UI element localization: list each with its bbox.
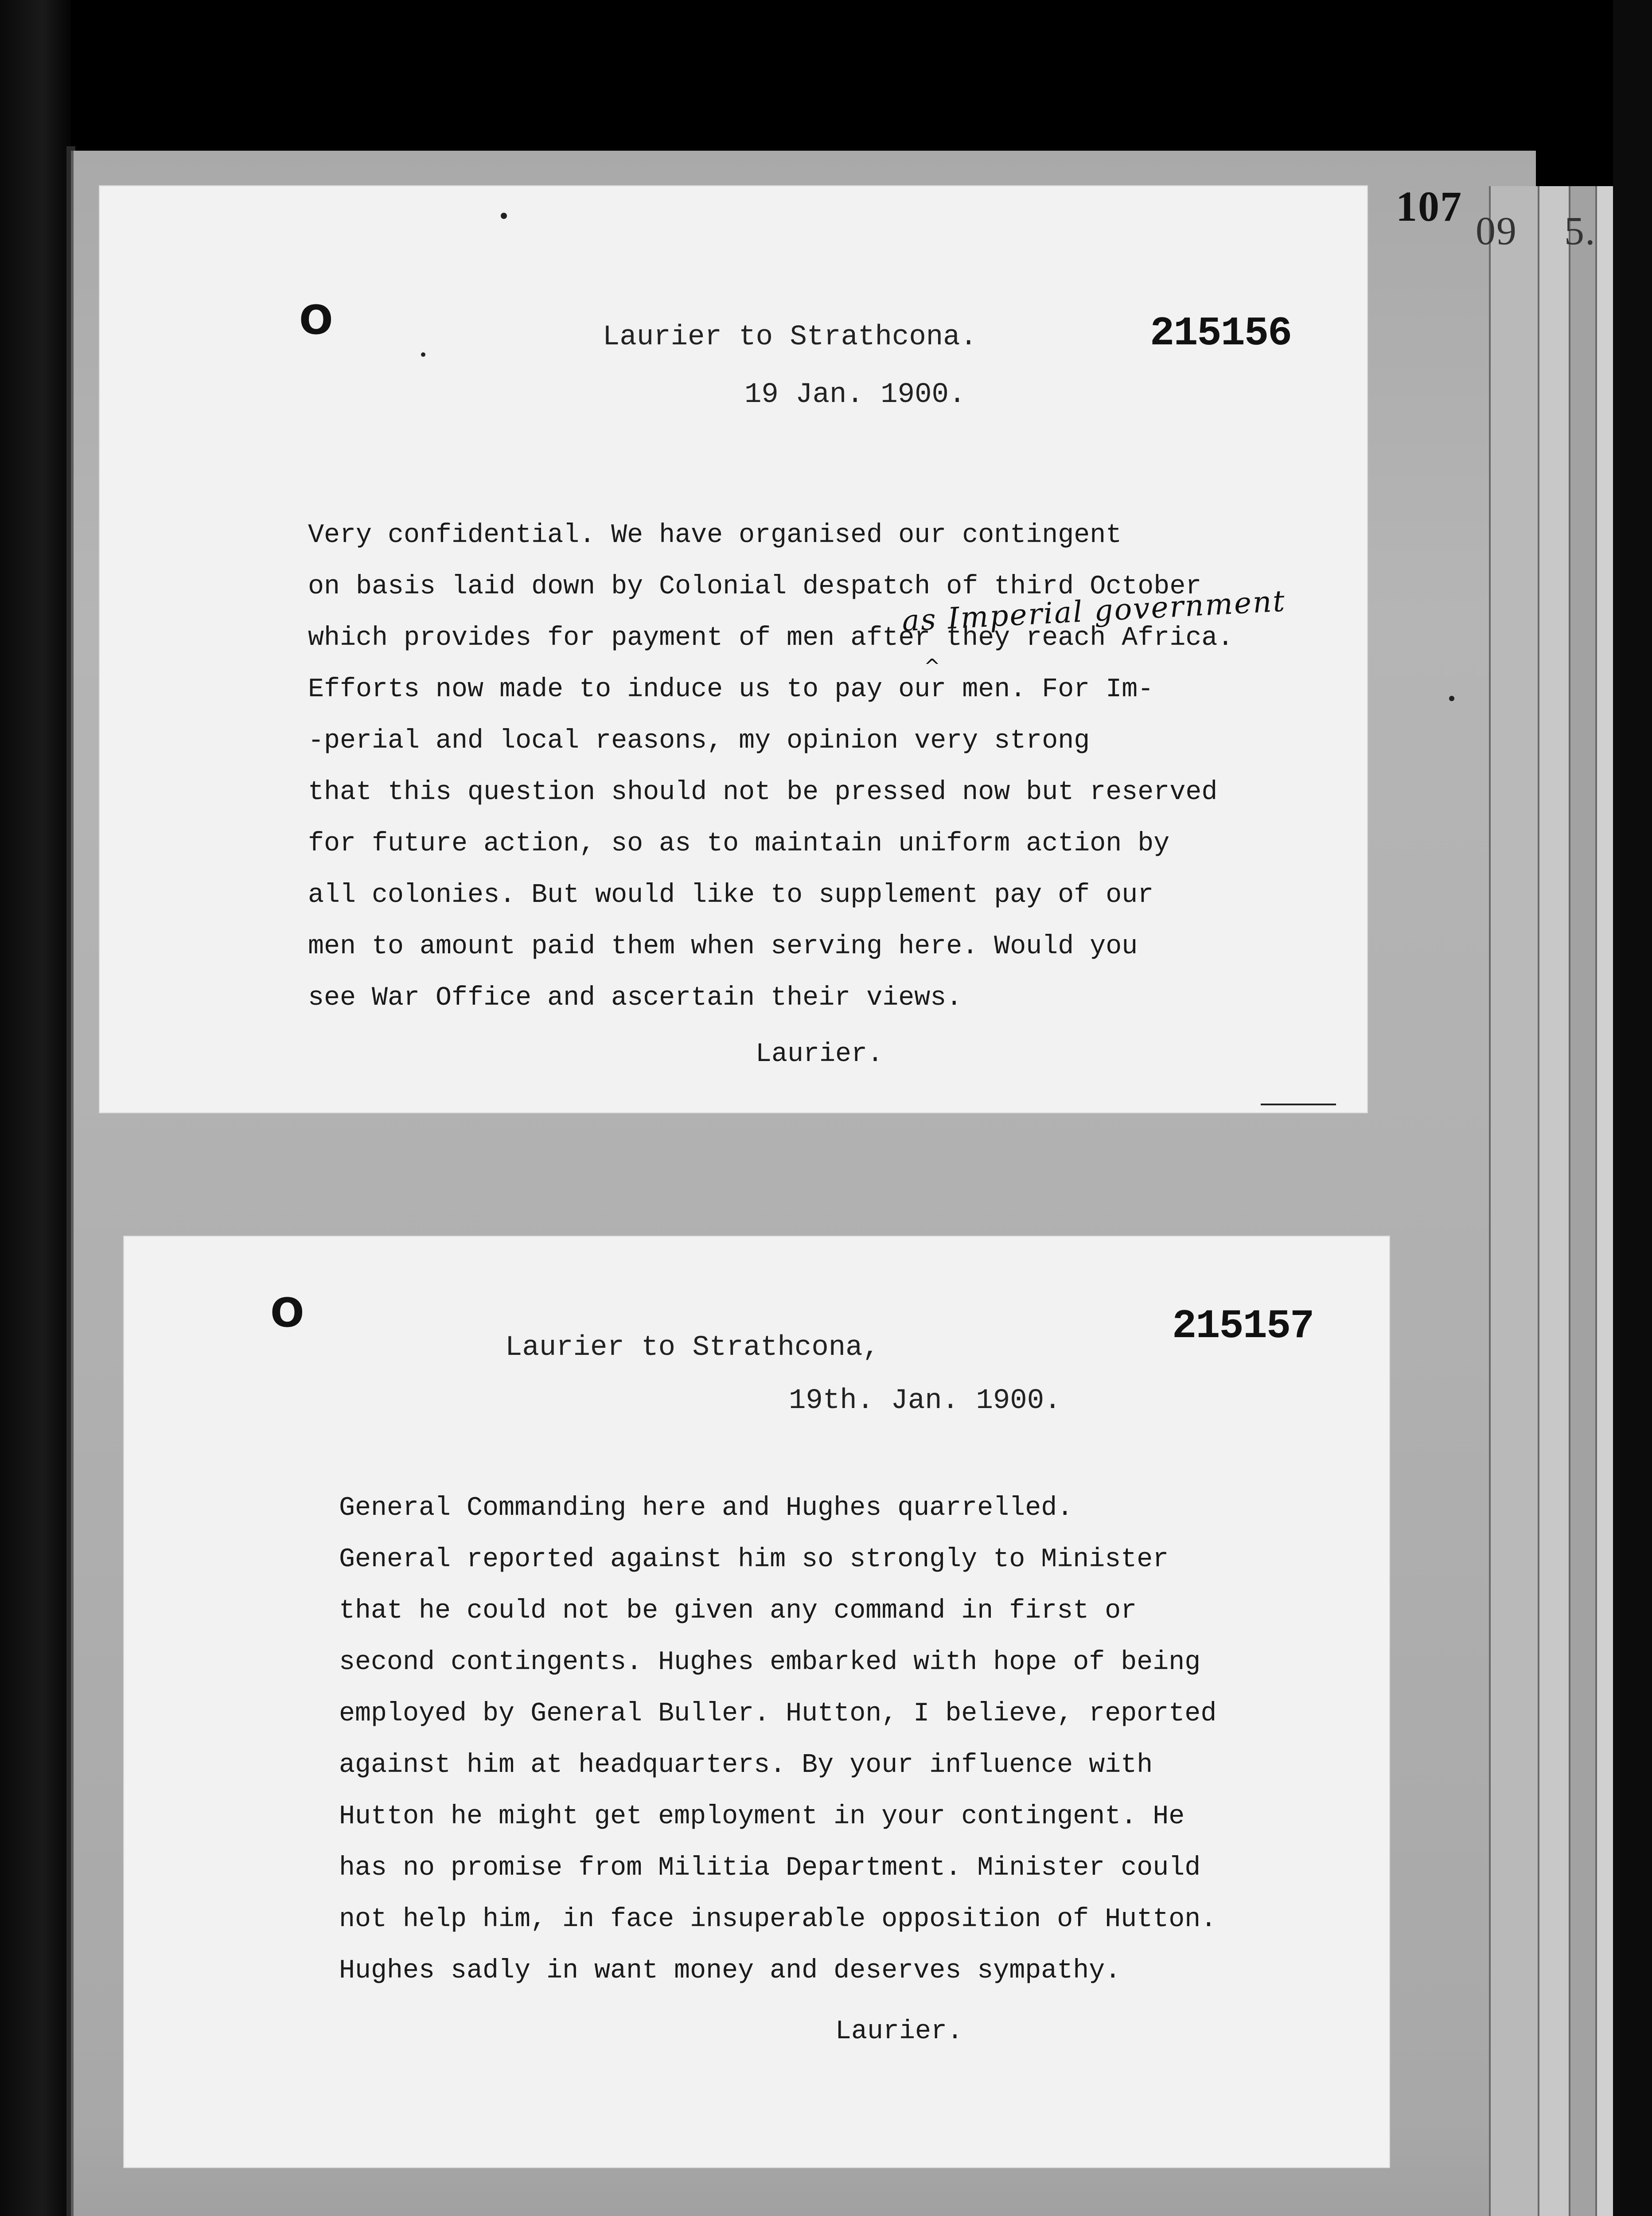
insertion-caret-icon: ^	[924, 655, 940, 678]
body-line: see War Office and ascertain their views.	[308, 983, 962, 1013]
telegram-slip-2	[124, 1237, 1389, 2167]
handwritten-insertion: as Imperial government	[901, 584, 1287, 638]
folio-number-tertiary: 5.	[1564, 209, 1596, 253]
page-edge	[1489, 186, 1539, 2216]
film-edge-right	[1613, 0, 1652, 2216]
body-line: General Commanding here and Hughes quarrelled.	[339, 1493, 1073, 1523]
body-line: against him at headquarters. By your influence with	[339, 1750, 1153, 1780]
folio-number: 107	[1396, 183, 1462, 230]
page-edge	[1595, 186, 1615, 2216]
telegram-slip-1	[100, 186, 1367, 1112]
folio-number-secondary: 09	[1476, 209, 1517, 253]
film-edge	[0, 0, 71, 2216]
body-line: Hutton he might get employment in your contingent. He	[339, 1802, 1185, 1832]
body-line: -perial and local reasons, my opinion very strong	[308, 726, 1090, 756]
body-line: that this question should not be pressed now but reserved	[308, 777, 1218, 808]
telegram-date: 19 Jan. 1900.	[744, 379, 966, 411]
body-line: which provides for payment of men after they reach Africa.	[308, 623, 1234, 653]
dust-speck	[501, 213, 507, 219]
telegram-heading: Laurier to Strathcona.	[603, 321, 977, 353]
document-number: 215157	[1172, 1303, 1314, 1350]
page-edge	[1538, 186, 1570, 2216]
signature: Laurier.	[756, 1039, 884, 1069]
body-line: all colonies. But would like to supplement pay of our	[308, 880, 1154, 910]
dust-speck	[421, 352, 425, 357]
document-number: 215156	[1150, 310, 1292, 357]
body-line: employed by General Buller. Hutton, I believe, reported	[339, 1699, 1217, 1729]
pen-stroke	[1261, 1104, 1336, 1105]
body-line: not help him, in face insuperable opposition of Hutton.	[339, 1904, 1217, 1935]
body-line: Hughes sadly in want money and deserves sympathy.	[339, 1956, 1121, 1986]
body-line: on basis laid down by Colonial despatch of third October	[308, 572, 1202, 602]
dust-speck	[1449, 696, 1454, 701]
signature: Laurier.	[835, 2017, 963, 2047]
telegram-date: 19th. Jan. 1900.	[789, 1385, 1061, 1417]
body-line: that he could not be given any command in first or	[339, 1596, 1137, 1626]
telegram-heading: Laurier to Strathcona,	[505, 1332, 880, 1364]
body-line: for future action, so as to maintain uniform action by	[308, 829, 1170, 859]
body-line: men to amount paid them when serving here. Would you	[308, 932, 1138, 962]
circle-mark: O	[270, 1290, 304, 1336]
body-line: Very confidential. We have organised our contingent	[308, 520, 1122, 550]
body-line: General reported against him so strongly to Minister	[339, 1545, 1169, 1575]
body-line: second contingents. Hughes embarked with hope of being	[339, 1647, 1201, 1678]
circle-mark: O	[299, 297, 333, 343]
telegram-body	[308, 510, 1233, 1024]
body-line: has no promise from Militia Department. Minister could	[339, 1853, 1201, 1883]
telegram-body	[339, 1483, 1216, 1997]
page-edge	[1569, 186, 1597, 2216]
body-line: Efforts now made to induce us to pay our men. For Im-	[308, 675, 1154, 705]
